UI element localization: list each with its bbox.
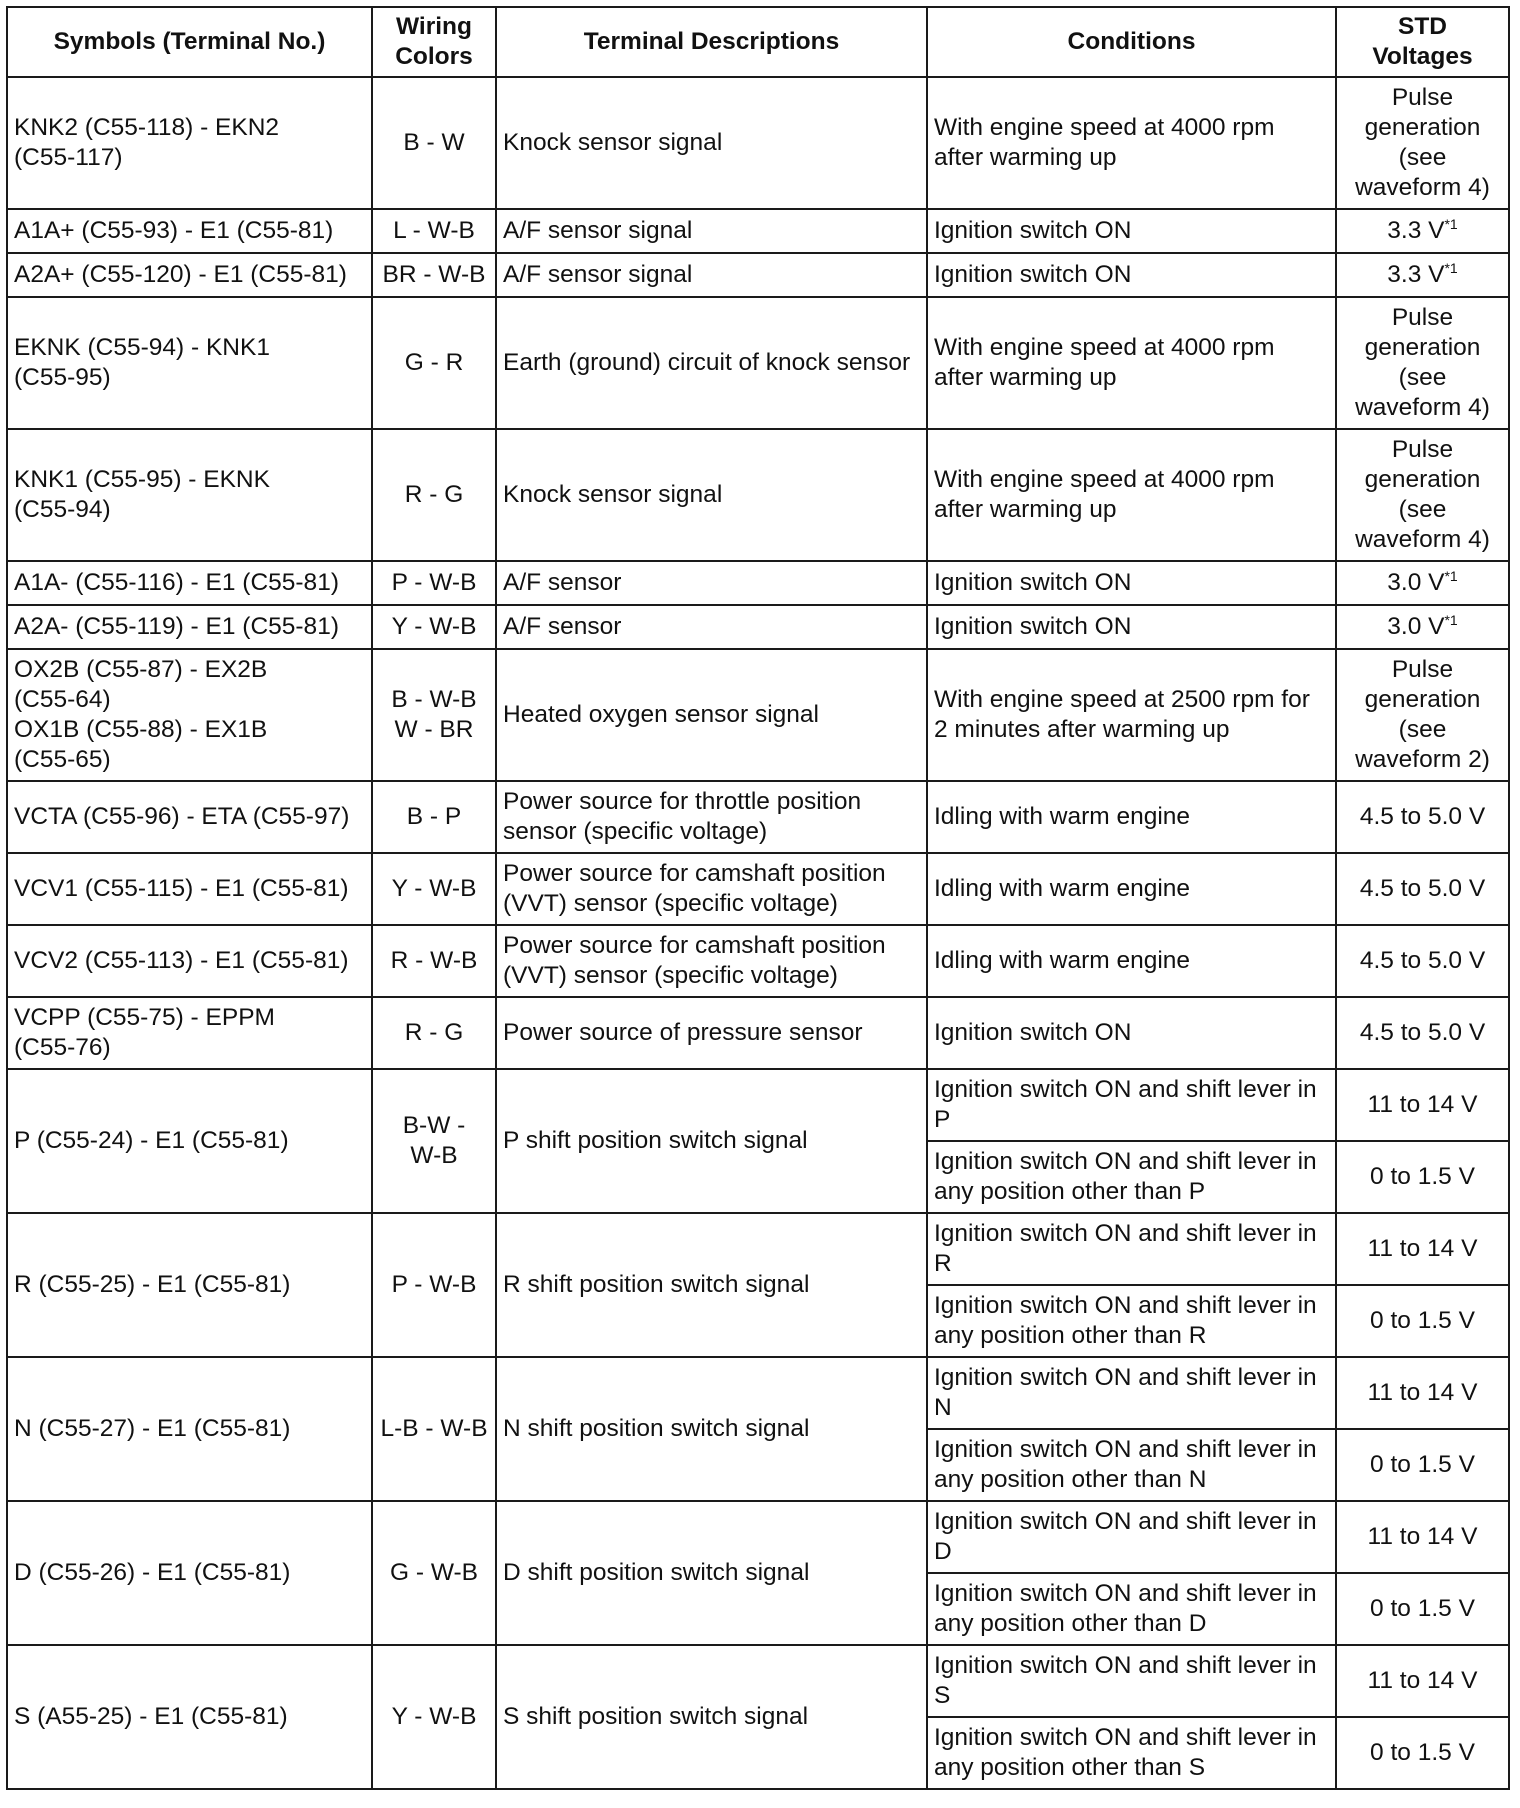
- text-line: Ignition switch ON and shift lever in: [934, 1148, 1317, 1175]
- condition-cell: [927, 1645, 1336, 1717]
- condition-cell: [927, 209, 1336, 253]
- symbol-cell: [7, 77, 372, 209]
- wiring-color-cell: [372, 209, 496, 253]
- wiring-color-cell: [372, 925, 496, 997]
- table-row: [7, 1213, 1509, 1285]
- text-line: 11 to 14 V: [1367, 1091, 1478, 1118]
- text-line: any position other than N: [934, 1466, 1207, 1493]
- description-cell: [496, 297, 927, 429]
- table-row: [7, 209, 1509, 253]
- condition-cell: [927, 649, 1336, 781]
- text-line: generation: [1364, 114, 1481, 141]
- table-row: [7, 253, 1509, 297]
- text-line: 4.5 to 5.0 V: [1359, 947, 1486, 974]
- condition-cell: [927, 997, 1336, 1069]
- condition-cell: [927, 1141, 1336, 1213]
- text-line: 11 to 14 V: [1367, 1235, 1478, 1262]
- text-line: any position other than R: [934, 1322, 1207, 1349]
- description-cell: [496, 649, 927, 781]
- text-line: N shift position switch signal: [503, 1415, 810, 1442]
- text-line: A/F sensor: [503, 569, 622, 596]
- table-body: [7, 77, 1509, 1789]
- wiring-color-cell: [372, 1069, 496, 1213]
- text-line: R shift position switch signal: [503, 1271, 810, 1298]
- std-voltage-cell: [1336, 925, 1509, 997]
- text-line: 0 to 1.5 V: [1370, 1307, 1475, 1334]
- text-line: Idling with warm engine: [934, 803, 1191, 830]
- description-cell: [496, 561, 927, 605]
- text-line: R - W-B: [390, 947, 478, 974]
- text-line: 0 to 1.5 V: [1370, 1451, 1475, 1478]
- text-line: KNK2 (C55-118) - EKN2: [14, 114, 280, 141]
- wiring-color-cell: [372, 605, 496, 649]
- description-cell: [496, 1213, 927, 1357]
- text-line: Heated oxygen sensor signal: [503, 701, 819, 728]
- symbol-cell: [7, 997, 372, 1069]
- std-voltage-cell: [1336, 429, 1509, 561]
- std-voltage-cell: [1336, 253, 1509, 297]
- text-line: R - G: [404, 481, 464, 508]
- condition-cell: [927, 1069, 1336, 1141]
- wiring-color-cell: [372, 297, 496, 429]
- symbol-cell: [7, 1357, 372, 1501]
- text-line: P: [934, 1106, 951, 1133]
- std-voltage-cell: [1336, 209, 1509, 253]
- text-line: Ignition switch ON and shift lever in: [934, 1508, 1317, 1535]
- std-voltage-cell: [1336, 605, 1509, 649]
- symbol-cell: [7, 1069, 372, 1213]
- text-line: (see: [1398, 496, 1447, 523]
- text-line: Ignition switch ON: [934, 217, 1132, 244]
- wiring-color-cell: [372, 853, 496, 925]
- condition-cell: [927, 781, 1336, 853]
- table-row: [7, 781, 1509, 853]
- text-line: Ignition switch ON and shift lever in: [934, 1580, 1317, 1607]
- text-line: 11 to 14 V: [1367, 1523, 1478, 1550]
- text-line: A1A- (C55-116) - E1 (C55-81): [14, 569, 339, 596]
- text-line: 4.5 to 5.0 V: [1359, 875, 1486, 902]
- text-line: B - P: [406, 803, 462, 830]
- text-line: P - W-B: [391, 1271, 477, 1298]
- text-line: W - BR: [394, 716, 474, 743]
- text-line: BR - W-B: [382, 261, 486, 288]
- symbol-cell: [7, 853, 372, 925]
- text-line: OX1B (C55-88) - EX1B: [14, 716, 268, 743]
- text-line: 2 minutes after warming up: [934, 716, 1230, 743]
- text-line: B - W: [403, 129, 465, 156]
- text-line: Earth (ground) circuit of knock sensor: [503, 349, 911, 376]
- text-line: 0 to 1.5 V: [1370, 1163, 1475, 1190]
- text-line: VCPP (C55-75) - EPPM: [14, 1004, 275, 1031]
- description-cell: [496, 1645, 927, 1789]
- std-voltage-cell: [1336, 1357, 1509, 1429]
- text-line: any position other than D: [934, 1610, 1207, 1637]
- std-voltage-cell: [1336, 1429, 1509, 1501]
- text-line: Idling with warm engine: [934, 947, 1191, 974]
- text-line: VCV1 (C55-115) - E1 (C55-81): [14, 875, 349, 902]
- text-line: 3.0 V: [1387, 569, 1445, 596]
- symbol-cell: [7, 1645, 372, 1789]
- symbol-cell: [7, 1501, 372, 1645]
- std-voltage-cell: [1336, 853, 1509, 925]
- terminal-spec-table: [6, 6, 1510, 1790]
- std-voltage-cell: [1336, 1645, 1509, 1717]
- text-line: Y - W-B: [391, 1703, 477, 1730]
- symbol-cell: [7, 209, 372, 253]
- condition-cell: [927, 1357, 1336, 1429]
- std-voltage-cell: [1336, 997, 1509, 1069]
- text-line: (see: [1398, 716, 1447, 743]
- text-line: 4.5 to 5.0 V: [1359, 1019, 1486, 1046]
- std-voltage-cell: [1336, 561, 1509, 605]
- wiring-color-cell: [372, 649, 496, 781]
- text-line: L - W-B: [393, 217, 475, 244]
- text-line: any position other than P: [934, 1178, 1206, 1205]
- text-line: R (C55-25) - E1 (C55-81): [14, 1271, 291, 1298]
- text-line: waveform 2): [1355, 746, 1490, 773]
- table-row: [7, 297, 1509, 429]
- text-line: N: [934, 1394, 952, 1421]
- symbol-cell: [7, 649, 372, 781]
- text-line: Ignition switch ON: [934, 613, 1132, 640]
- std-voltage-cell: [1336, 1573, 1509, 1645]
- footnote-mark: *1: [1444, 215, 1458, 232]
- std-voltage-cell: [1336, 1141, 1509, 1213]
- condition-cell: [927, 297, 1336, 429]
- text-line: G - W-B: [389, 1559, 478, 1586]
- wiring-color-cell: [372, 1501, 496, 1645]
- symbol-cell: [7, 1213, 372, 1357]
- text-line: generation: [1364, 686, 1481, 713]
- text-line: (see: [1398, 144, 1447, 171]
- text-line: Pulse: [1391, 436, 1454, 463]
- text-line: 0 to 1.5 V: [1370, 1595, 1475, 1622]
- text-line: VCTA (C55-96) - ETA (C55-97): [14, 803, 350, 830]
- text-line: Ignition switch ON and shift lever in: [934, 1076, 1317, 1103]
- table-row: [7, 605, 1509, 649]
- description-cell: [496, 429, 927, 561]
- text-line: after warming up: [934, 496, 1117, 523]
- condition-cell: [927, 1717, 1336, 1789]
- text-line: Pulse: [1391, 304, 1454, 331]
- text-line: VCV2 (C55-113) - E1 (C55-81): [14, 947, 349, 974]
- text-line: Power source for camshaft position: [503, 932, 886, 959]
- condition-cell: [927, 1501, 1336, 1573]
- description-cell: [496, 1357, 927, 1501]
- text-line: (C55-95): [14, 364, 111, 391]
- text-line: Ignition switch ON: [934, 569, 1132, 596]
- condition-cell: [927, 1429, 1336, 1501]
- text-line: 11 to 14 V: [1367, 1379, 1478, 1406]
- text-line: (C55-64): [14, 686, 111, 713]
- condition-cell: [927, 853, 1336, 925]
- symbol-cell: [7, 781, 372, 853]
- symbol-cell: [7, 297, 372, 429]
- text-line: (see: [1398, 364, 1447, 391]
- symbol-cell: [7, 925, 372, 997]
- wiring-color-cell: [372, 1213, 496, 1357]
- text-line: (C55-65): [14, 746, 111, 773]
- text-line: Ignition switch ON: [934, 261, 1132, 288]
- text-line: waveform 4): [1355, 526, 1490, 553]
- std-voltage-cell: [1336, 1501, 1509, 1573]
- std-voltage-cell: [1336, 1069, 1509, 1141]
- text-line: generation: [1364, 466, 1481, 493]
- description-cell: [496, 77, 927, 209]
- text-line: 3.3 V: [1387, 217, 1445, 244]
- text-line: (C55-94): [14, 496, 111, 523]
- condition-cell: [927, 925, 1336, 997]
- text-line: W-B: [410, 1142, 458, 1169]
- wiring-color-cell: [372, 561, 496, 605]
- text-line: P shift position switch signal: [503, 1127, 808, 1154]
- text-line: With engine speed at 2500 rpm for: [934, 686, 1310, 713]
- text-line: (C55-117): [14, 144, 123, 171]
- text-line: 0 to 1.5 V: [1370, 1739, 1475, 1766]
- text-line: waveform 4): [1355, 174, 1490, 201]
- condition-cell: [927, 253, 1336, 297]
- footnote-mark: *1: [1444, 611, 1458, 628]
- wiring-color-cell: [372, 1357, 496, 1501]
- text-line: 11 to 14 V: [1367, 1667, 1478, 1694]
- table-row: [7, 925, 1509, 997]
- text-line: Y - W-B: [391, 875, 477, 902]
- text-line: Knock sensor signal: [503, 129, 723, 156]
- text-line: (VVT) sensor (specific voltage): [503, 890, 838, 917]
- text-line: Power source for throttle position: [503, 788, 862, 815]
- symbol-cell: [7, 253, 372, 297]
- wiring-color-cell: [372, 253, 496, 297]
- text-line: Power source of pressure sensor: [503, 1019, 863, 1046]
- condition-cell: [927, 561, 1336, 605]
- std-voltage-cell: [1336, 1717, 1509, 1789]
- text-line: B-W -: [402, 1112, 466, 1139]
- footnote-mark: *1: [1444, 567, 1458, 584]
- symbol-cell: [7, 605, 372, 649]
- header-terminal-descriptions: Terminal Descriptions: [496, 7, 927, 77]
- text-line: Power source for camshaft position: [503, 860, 886, 887]
- text-line: after warming up: [934, 144, 1117, 171]
- std-voltage-cell: [1336, 1213, 1509, 1285]
- wiring-color-cell: [372, 429, 496, 561]
- description-cell: [496, 1501, 927, 1645]
- table-row: [7, 561, 1509, 605]
- text-line: (VVT) sensor (specific voltage): [503, 962, 838, 989]
- table-row: [7, 1069, 1509, 1141]
- text-line: Pulse: [1391, 656, 1454, 683]
- text-line: EKNK (C55-94) - KNK1: [14, 334, 270, 361]
- text-line: 4.5 to 5.0 V: [1359, 803, 1486, 830]
- description-cell: [496, 605, 927, 649]
- text-line: Pulse: [1391, 84, 1454, 111]
- text-line: P - W-B: [391, 569, 477, 596]
- condition-cell: [927, 77, 1336, 209]
- symbol-cell: [7, 561, 372, 605]
- description-cell: [496, 781, 927, 853]
- text-line: Ignition switch ON and shift lever in: [934, 1436, 1317, 1463]
- description-cell: [496, 925, 927, 997]
- header-conditions: Conditions: [927, 7, 1336, 77]
- std-voltage-cell: [1336, 297, 1509, 429]
- text-line: Ignition switch ON and shift lever in: [934, 1652, 1317, 1679]
- std-voltage-cell: [1336, 781, 1509, 853]
- text-line: L-B - W-B: [380, 1415, 488, 1442]
- text-line: Ignition switch ON and shift lever in: [934, 1724, 1317, 1751]
- text-line: D (C55-26) - E1 (C55-81): [14, 1559, 291, 1586]
- description-cell: [496, 997, 927, 1069]
- text-line: (C55-76): [14, 1034, 111, 1061]
- text-line: waveform 4): [1355, 394, 1490, 421]
- text-line: sensor (specific voltage): [503, 818, 768, 845]
- text-line: Idling with warm engine: [934, 875, 1191, 902]
- text-line: R - G: [404, 1019, 464, 1046]
- std-voltage-cell: [1336, 649, 1509, 781]
- text-line: S: [934, 1682, 951, 1709]
- table-row: [7, 77, 1509, 209]
- text-line: D shift position switch signal: [503, 1559, 810, 1586]
- text-line: With engine speed at 4000 rpm: [934, 334, 1275, 361]
- text-line: G - R: [404, 349, 464, 376]
- wiring-color-cell: [372, 77, 496, 209]
- text-line: 3.3 V: [1387, 261, 1445, 288]
- description-cell: [496, 253, 927, 297]
- text-line: OX2B (C55-87) - EX2B: [14, 656, 268, 683]
- text-line: after warming up: [934, 364, 1117, 391]
- text-line: With engine speed at 4000 rpm: [934, 114, 1275, 141]
- symbol-cell: [7, 429, 372, 561]
- wiring-color-cell: [372, 997, 496, 1069]
- std-voltage-cell: [1336, 1285, 1509, 1357]
- text-line: P (C55-24) - E1 (C55-81): [14, 1127, 289, 1154]
- text-line: B - W-B: [391, 686, 477, 713]
- text-line: D: [934, 1538, 952, 1565]
- wiring-color-cell: [372, 781, 496, 853]
- wiring-color-cell: [372, 1645, 496, 1789]
- table-row: [7, 997, 1509, 1069]
- text-line: A2A+ (C55-120) - E1 (C55-81): [14, 261, 347, 288]
- text-line: With engine speed at 4000 rpm: [934, 466, 1275, 493]
- text-line: S shift position switch signal: [503, 1703, 809, 1730]
- text-line: Ignition switch ON and shift lever in: [934, 1364, 1317, 1391]
- table-row: [7, 853, 1509, 925]
- text-line: Y - W-B: [391, 613, 477, 640]
- description-cell: [496, 853, 927, 925]
- description-cell: [496, 209, 927, 253]
- condition-cell: [927, 1213, 1336, 1285]
- text-line: any position other than S: [934, 1754, 1206, 1781]
- header-row: [7, 7, 1509, 77]
- table-row: [7, 649, 1509, 781]
- text-line: R: [934, 1250, 952, 1277]
- condition-cell: [927, 1573, 1336, 1645]
- condition-cell: [927, 1285, 1336, 1357]
- text-line: A/F sensor signal: [503, 217, 693, 244]
- header-std-voltages: STD Voltages: [1336, 7, 1509, 77]
- footnote-mark: *1: [1444, 259, 1458, 276]
- header-wiring-colors: Wiring Colors: [372, 7, 496, 77]
- table-row: [7, 1501, 1509, 1573]
- text-line: S (A55-25) - E1 (C55-81): [14, 1703, 288, 1730]
- table-row: [7, 1645, 1509, 1717]
- text-line: Ignition switch ON: [934, 1019, 1132, 1046]
- text-line: Ignition switch ON and shift lever in: [934, 1220, 1317, 1247]
- text-line: N (C55-27) - E1 (C55-81): [14, 1415, 291, 1442]
- text-line: A1A+ (C55-93) - E1 (C55-81): [14, 217, 334, 244]
- description-cell: [496, 1069, 927, 1213]
- text-line: Ignition switch ON and shift lever in: [934, 1292, 1317, 1319]
- condition-cell: [927, 429, 1336, 561]
- std-voltage-cell: [1336, 77, 1509, 209]
- text-line: A/F sensor signal: [503, 261, 693, 288]
- text-line: A2A- (C55-119) - E1 (C55-81): [14, 613, 339, 640]
- text-line: KNK1 (C55-95) - EKNK: [14, 466, 270, 493]
- table-row: [7, 429, 1509, 561]
- text-line: A/F sensor: [503, 613, 622, 640]
- text-line: Knock sensor signal: [503, 481, 723, 508]
- text-line: generation: [1364, 334, 1481, 361]
- table-row: [7, 1357, 1509, 1429]
- text-line: 3.0 V: [1387, 613, 1445, 640]
- header-symbols: Symbols (Terminal No.): [7, 7, 372, 77]
- condition-cell: [927, 605, 1336, 649]
